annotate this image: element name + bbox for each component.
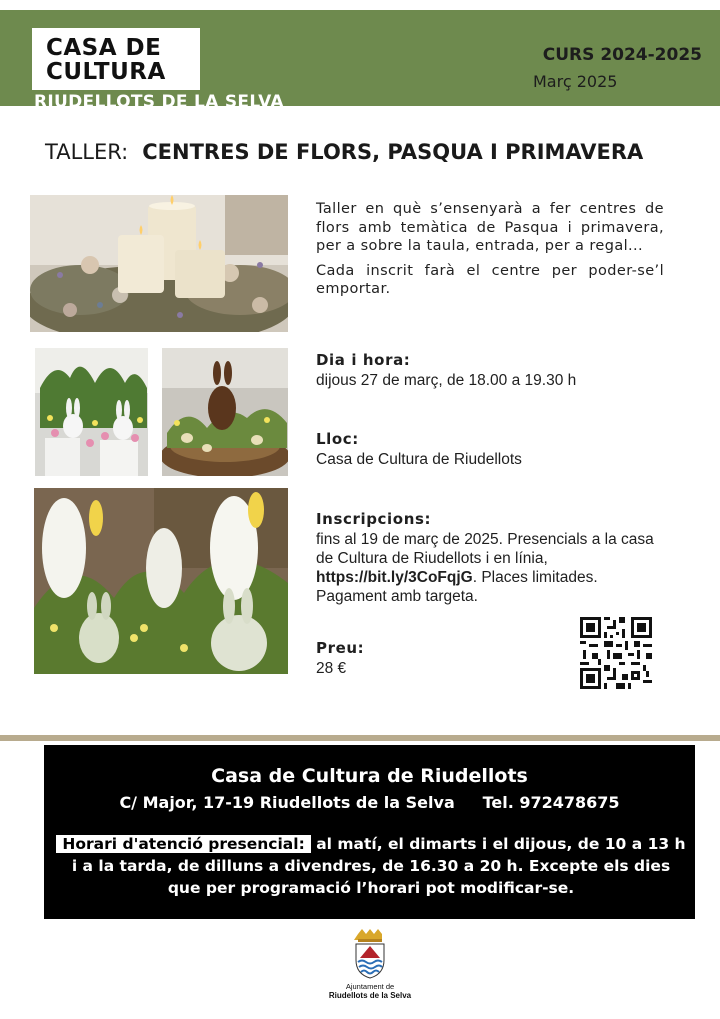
registration-heading: Inscripcions: [316,510,432,528]
description-paragraph-1: Taller en què s’ensenyarà a fer centres de flors amb temàtica de Pasqua i primavera, per a sobre la taula, entrada, per a regal... [316,201,664,254]
footer-venue-name: Casa de Cultura de Riudellots [211,765,528,787]
section-divider [0,735,720,741]
casa-de-cultura-logo [32,28,200,90]
hours-text: al matí, el dimarts i el dijous, de 10 a 13 h i a la tarda, de dilluns a divendres, de 16.30 a 20 h. Excepte els dies que per programació l’horari pot modificar-se. [71,835,686,897]
hyacinth-bunny-photo [34,488,288,674]
municipal-line-2: Riudellots de la Selva [328,990,412,1000]
bunny-flowers-photo [35,348,148,476]
footer-opening-hours [56,833,686,899]
contact-footer [44,745,695,919]
title-label: TALLER: [45,140,129,164]
logo-line-1: CASA DE [46,35,162,61]
qr-code-icon[interactable] [580,617,652,689]
municipal-line-1: Ajuntament de [345,982,395,991]
header-banner [0,10,720,112]
chocolate-bunny-photo [162,348,288,476]
logo-line-2: CULTURA [46,59,166,85]
month-label: Març 2025 [533,72,618,91]
description-paragraph-2: Cada inscrit farà el centre per poder-se’l emportar. [316,262,664,297]
municipal-logo-text [320,983,420,1000]
candles-centerpiece-photo [30,195,288,332]
page-title [45,140,643,164]
date-time-section [316,351,666,390]
registration-link[interactable]: https://bit.ly/3CoFqjG [316,569,473,586]
location-section [316,430,666,469]
title-text: CENTRES DE FLORS, PASQUA I PRIMAVERA [142,140,644,164]
footer-address: C/ Major, 17-19 Riudellots de la Selva Tel. 972478675 [119,793,620,812]
hours-label: Horari d'atenció presencial: [56,835,310,853]
date-time-value: dijous 27 de març, de 18.00 a 19.30 h [316,372,577,389]
registration-text: fins al 19 de març de 2025. Presencials a la casa de Cultura de Riudellots i en línia, [316,531,654,567]
registration-section [316,510,666,606]
price-heading: Preu: [316,639,365,657]
price-value: 28 € [316,660,347,677]
location-heading: Lloc: [316,430,359,448]
date-time-heading: Dia i hora: [316,351,411,369]
town-name: RIUDELLOTS DE LA SELVA [34,92,284,112]
workshop-description [316,200,664,305]
location-value: Casa de Cultura de Riudellots [316,451,522,468]
registration-text-after: . Places limitades. Pagament amb targeta. [316,569,598,605]
course-year: CURS 2024-2025 [542,45,702,65]
